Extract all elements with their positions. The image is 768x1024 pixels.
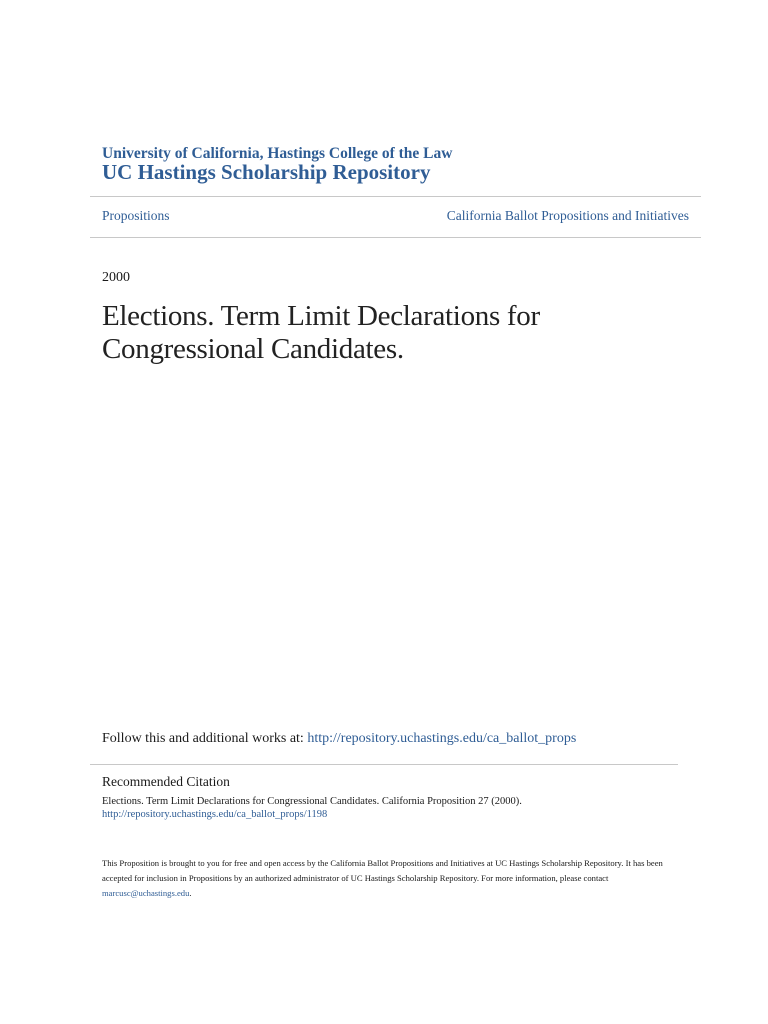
notice-end: . [189,888,192,898]
divider-series [90,237,701,238]
publication-year: 2000 [102,270,130,285]
institution-name: University of California, Hastings College of the Law [102,145,453,162]
follow-link[interactable]: http://repository.uchastings.edu/ca_ballot_props [307,731,577,746]
divider-citation [90,764,678,765]
recommended-citation-heading: Recommended Citation [102,774,230,789]
follow-prefix: Follow this and additional works at: [102,731,308,746]
divider-top [90,196,701,197]
document-title: Elections. Term Limit Declarations for Congressional Candidates. [102,300,540,365]
citation-link[interactable]: http://repository.uchastings.edu/ca_ballot_props/1198 [102,809,328,820]
notice-text: This Proposition is brought to you for free and open access by the California Ballot Propositions and Initiatives at UC Hastings Scholarship Repository. It has been accepted for inclusion in Propositions by an authorized administrator of UC Hastings Scholarship Repository. For more information, please contact [102,858,663,883]
contact-email-link[interactable]: marcusc@uchastings.edu [102,888,190,898]
follow-line [102,731,576,747]
series-link-propositions[interactable]: Propositions [102,208,170,223]
citation-text: Elections. Term Limit Declarations for Congressional Candidates. California Proposition 27 (2000). [102,796,522,807]
repository-name: UC Hastings Scholarship Repository [102,160,431,184]
series-link-ballot-props[interactable]: California Ballot Propositions and Initiatives [446,208,689,223]
access-notice [102,856,682,901]
